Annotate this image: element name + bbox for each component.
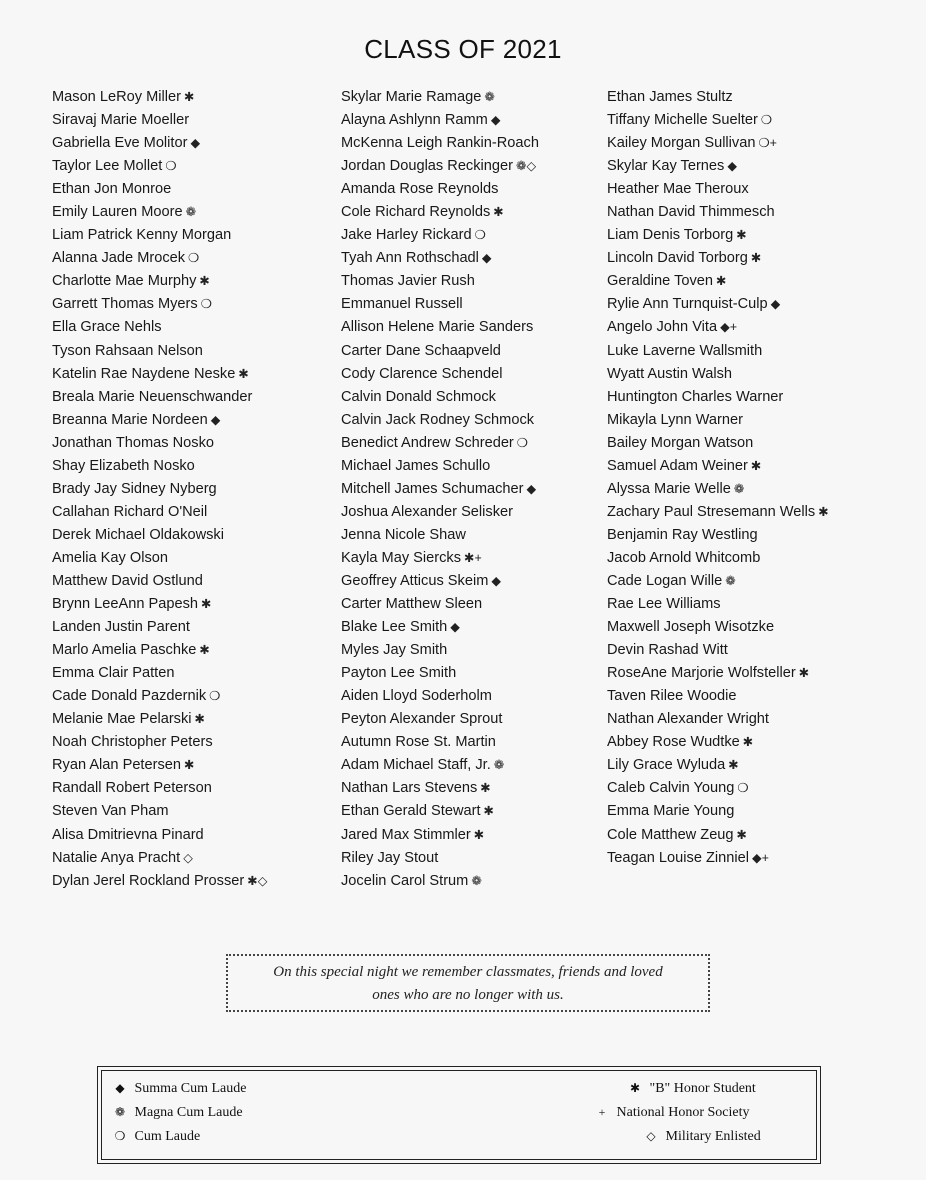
graduate-name-text: Jake Harley Rickard [341,227,472,244]
graduate-name [341,478,603,501]
honor-mark-icon: ❍ [209,689,221,704]
graduate-name-text: Ethan Gerald Stewart [341,803,481,820]
honor-mark-icon: ✱ [199,643,210,658]
legend-item-nhs [591,1105,749,1121]
honor-mark-icon: ❍ [737,781,749,796]
graduate-name-text: Cody Clarence Schendel [341,365,503,382]
graduate-name [607,293,907,316]
graduate-name-text: Payton Lee Smith [341,665,457,682]
legend-item-b-honor [624,1081,756,1097]
graduate-name [52,455,334,478]
graduate-name [52,270,334,293]
graduate-name [52,432,334,455]
graduate-name [607,247,907,270]
graduate-name-text: Rylie Ann Turnquist-Culp [607,296,768,313]
legend-label: Cum Laude [134,1129,201,1144]
graduate-name [52,178,334,201]
honor-mark-icon: ✱ [194,712,205,727]
graduate-name-text: Cade Donald Pazdernik [52,688,207,705]
graduate-name [341,870,603,893]
graduate-name [341,270,603,293]
graduate-name-text: Nathan Lars Stevens [341,780,478,797]
graduate-name [341,155,603,178]
graduate-name [607,800,907,823]
graduate-name-text: Ethan James Stultz [607,89,733,105]
honor-mark-icon: ◆ [770,297,781,312]
honor-mark-icon: ✱ [473,827,485,842]
graduate-name-text: Rae Lee Williams [607,596,721,613]
graduate-name [52,754,334,777]
graduate-name-text: Calvin Jack Rodney Schmock [341,411,535,428]
honor-mark-icon: ❁ [484,90,495,104]
honor-mark-icon: ✱ [798,666,810,681]
graduate-name [341,593,603,616]
graduate-name-text: Aiden Lloyd Soderholm [341,688,492,705]
graduate-name [52,777,334,800]
graduate-name [341,86,603,109]
graduate-name [607,178,907,201]
legend-item-military [640,1129,761,1145]
graduate-name [607,224,907,247]
graduate-name-text: Nathan David Thimmesch [607,204,775,221]
graduate-name [52,685,334,708]
graduate-name-text: Riley Jay Stout [341,849,439,866]
graduate-name [52,824,334,847]
graduate-name-text: Taven Rilee Woodie [607,688,737,705]
honor-mark-icon: ✱ [716,274,727,289]
graduate-name-text: Abbey Rose Wudtke [607,734,740,751]
graduate-name [52,201,334,224]
graduate-name [52,293,334,316]
names-column-1 [52,86,334,893]
graduate-name-text: Mason LeRoy Miller [52,89,181,105]
honor-mark-icon: ◆ [190,136,201,151]
honor-mark-icon: ❁ [733,481,745,496]
graduate-name [52,155,334,178]
graduate-name [341,639,603,662]
honor-mark-icon: ✱ [818,504,829,519]
graduate-name [607,316,907,339]
graduate-name [607,524,907,547]
graduate-name-text: Caleb Calvin Young [607,780,735,797]
graduate-name [607,662,907,685]
graduate-name-text: Tiffany Michelle Suelter [607,112,758,129]
graduate-name-text: Zachary Paul Stresemann Wells [607,503,816,520]
graduate-name-text: Benedict Andrew Schreder [341,434,514,451]
graduate-name-text: Ryan Alan Petersen [52,757,181,774]
graduate-name-text: Blake Lee Smith [341,619,448,636]
graduate-name [52,386,334,409]
honor-mark-icon: ✱ [483,804,495,819]
graduate-name-text: Kayla May Siercks [341,549,462,566]
graduate-name-text: Angelo John Vita [607,319,718,336]
graduate-name-text: Cole Matthew Zeug [607,826,734,843]
honor-mark-icon: ❍ [188,251,200,266]
graduate-name [341,132,603,155]
graduate-name [341,363,603,386]
graduate-name [52,247,334,270]
graduate-name-text: Carter Matthew Sleen [341,596,483,613]
page-title: CLASS OF 2021 [364,34,562,64]
graduate-name-text: Callahan Richard O'Neil [52,503,208,520]
memorial-box [226,954,710,1012]
legend-item-magna [109,1105,243,1121]
honor-mark-icon: ✱+ [464,550,482,565]
graduate-name-text: Amelia Kay Olson [52,549,168,566]
graduate-name [341,685,603,708]
honor-mark-icon: ❍ [760,113,773,128]
graduate-name-text: Alyssa Marie Welle [607,480,731,497]
graduate-name [607,155,907,178]
magna-icon: ❁ [114,1105,126,1119]
legend-label: National Honor Society [616,1105,750,1120]
graduate-name [341,800,603,823]
graduate-name [52,316,334,339]
graduate-name-text: Steven Van Pham [52,803,169,820]
graduate-name [607,501,907,524]
honor-mark-icon: ✱ [742,735,754,750]
graduate-name-text: Geoffrey Atticus Skeim [341,572,489,589]
graduate-name-text: Myles Jay Smith [341,642,448,659]
graduate-name [341,455,603,478]
graduate-name-text: Brady Jay Sidney Nyberg [52,480,217,497]
graduate-name-text: Amanda Rose Reynolds [341,181,499,198]
graduate-name-text: Gabriella Eve Molitor [52,135,188,152]
graduate-name [52,547,334,570]
graduate-name [607,616,907,639]
honor-mark-icon: ◆ [210,412,221,427]
graduate-name-text: Geraldine Toven [607,273,714,290]
graduate-name-text: Katelin Rae Naydene Neske [52,365,236,382]
honor-mark-icon: ✱◇ [247,873,268,888]
legend-inner-border [101,1070,817,1160]
legend-label: Military Enlisted [665,1129,761,1144]
graduate-name-text: Emily Lauren Moore [52,204,183,221]
honor-mark-icon: ❍+ [758,136,777,151]
graduate-name-text: Breanna Marie Nordeen [52,411,208,428]
names-column-3 [607,86,907,870]
graduate-name [607,340,907,363]
graduate-name-text: Devin Rashad Witt [607,642,728,659]
graduate-name [52,132,334,155]
graduate-name-text: Cole Richard Reynolds [341,204,491,221]
names-column-2 [341,86,603,893]
graduate-name [607,685,907,708]
graduate-name-text: Calvin Donald Schmock [341,388,496,405]
honor-mark-icon: ✱ [493,205,504,220]
graduate-name-text: RoseAne Marjorie Wolfsteller [607,665,796,682]
honor-mark-icon: ❁ [185,205,197,220]
graduate-name [607,847,907,870]
memorial-line-2: ones who are no longer with us. [372,987,564,1003]
graduate-name [607,754,907,777]
graduate-name [52,478,334,501]
graduate-name [52,708,334,731]
graduate-name [341,708,603,731]
graduate-name-text: Alisa Dmitrievna Pinard [52,826,204,843]
graduate-name [607,132,907,155]
summa-icon: ◆ [115,1081,125,1095]
graduate-name-text: Melanie Mae Pelarski [52,711,192,728]
honor-mark-icon: ◇ [183,850,193,865]
graduate-name [341,293,603,316]
graduate-name [52,593,334,616]
legend-box [97,1066,821,1164]
graduate-name-text: Cade Logan Wille [607,572,723,589]
graduate-name [52,524,334,547]
graduate-name [52,340,334,363]
honor-mark-icon: ❁ [493,758,505,773]
graduate-name-text: Maxwell Joseph Wisotzke [607,619,775,636]
military-icon: ◇ [646,1129,656,1143]
honor-mark-icon: ✱ [238,366,249,381]
honor-mark-icon: ❍ [200,297,212,312]
graduate-name [341,409,603,432]
honor-mark-icon: ✱ [736,827,748,842]
graduate-name-text: Charlotte Mae Murphy [52,273,197,290]
graduate-name-text: Adam Michael Staff, Jr. [341,757,491,774]
graduate-name [341,547,603,570]
graduate-name-text: Heather Mae Theroux [607,181,749,198]
graduate-name [341,109,603,132]
honor-mark-icon: ◆ [490,113,501,128]
graduate-name [607,824,907,847]
graduate-name-text: Emmanuel Russell [341,296,463,313]
graduate-name-text: Alayna Ashlynn Ramm [341,112,488,129]
honor-mark-icon: ✱ [736,228,747,243]
graduate-name-text: Jonathan Thomas Nosko [52,434,214,451]
graduate-name-text: Jacob Arnold Whitcomb [607,549,761,566]
graduate-name [341,731,603,754]
graduate-name [52,731,334,754]
graduate-name [607,409,907,432]
graduate-name-text: Nathan Alexander Wright [607,711,769,728]
graduate-name [341,247,603,270]
legend-label: Summa Cum Laude [134,1081,247,1096]
graduate-name-text: Lincoln David Torborg [607,250,748,267]
graduate-name [607,570,907,593]
graduate-name [341,777,603,800]
honor-mark-icon: ◆ [727,159,737,174]
graduate-name-text: Peyton Alexander Sprout [341,711,503,728]
graduate-name [341,616,603,639]
graduate-name-text: Jocelin Carol Strum [341,872,469,889]
graduate-name [52,870,334,893]
graduate-name-text: Jared Max Stimmler [341,826,471,843]
graduate-name-text: Michael James Schullo [341,457,491,474]
honor-mark-icon: ✱ [750,458,762,473]
graduate-name [52,501,334,524]
graduate-name-text: Emma Marie Young [607,803,735,820]
graduate-name [52,570,334,593]
legend-item-cum [109,1129,200,1145]
graduate-name-text: Luke Laverne Wallsmith [607,342,763,359]
graduate-name-text: Matthew David Ostlund [52,572,203,589]
graduate-name [341,754,603,777]
graduate-name [607,109,907,132]
graduate-name [341,501,603,524]
honor-mark-icon: ✱ [199,274,210,289]
graduate-name [607,547,907,570]
graduate-name [341,847,603,870]
graduate-name-text: Thomas Javier Rush [341,273,475,290]
graduate-name [341,340,603,363]
graduate-name-text: Bailey Morgan Watson [607,434,754,451]
honor-mark-icon: ◆+ [720,320,738,335]
honor-mark-icon: ◆+ [751,850,769,865]
graduate-name-text: Liam Patrick Kenny Morgan [52,227,232,244]
graduate-name-text: Breala Marie Neuenschwander [52,388,253,405]
graduate-name [52,800,334,823]
graduate-name-text: Jordan Douglas Reckinger [341,158,513,175]
honor-mark-icon: ◆ [481,251,492,266]
graduate-name-text: Tyson Rahsaan Nelson [52,342,203,359]
graduate-name-text: Joshua Alexander Selisker [341,503,513,520]
graduate-name-text: Noah Christopher Peters [52,734,213,751]
graduate-name [52,662,334,685]
graduate-name [607,270,907,293]
honor-mark-icon: ✱ [183,90,195,104]
graduate-name [341,386,603,409]
graduate-name [607,478,907,501]
graduate-name-text: Liam Denis Torborg [607,227,734,244]
graduate-name [607,708,907,731]
graduate-name-text: Mitchell James Schumacher [341,480,524,497]
graduate-name-text: Carter Dane Schaapveld [341,342,501,359]
graduate-name [341,570,603,593]
graduate-name [607,731,907,754]
honor-mark-icon: ◆ [450,620,460,635]
graduate-name [52,616,334,639]
graduate-name [341,524,603,547]
graduate-name-text: Tyah Ann Rothschadl [341,250,479,267]
honor-mark-icon: ✱ [728,758,739,773]
graduate-name [52,86,334,109]
graduate-name-text: Skylar Kay Ternes [607,158,725,175]
graduate-name-text: Brynn LeeAnn Papesh [52,596,199,613]
graduate-name-text: Mikayla Lynn Warner [607,411,743,428]
memorial-line-1: On this special night we remember classmates, friends and loved [273,964,663,980]
graduate-name [341,316,603,339]
honor-mark-icon: ❍ [516,435,529,450]
graduate-name [607,432,907,455]
graduate-name [341,178,603,201]
graduate-name-text: Samuel Adam Weiner [607,457,748,474]
honor-mark-icon: ❍ [165,159,177,174]
graduate-name [52,639,334,662]
legend-label: Magna Cum Laude [134,1105,243,1120]
honor-mark-icon: ✱ [201,597,212,612]
graduate-name-text: Derek Michael Oldakowski [52,526,224,543]
graduate-name [52,363,334,386]
graduate-name [607,386,907,409]
graduate-name-text: Teagan Louise Zinniel [607,849,749,866]
graduate-name-text: Alanna Jade Mrocek [52,250,186,267]
graduate-name-text: Autumn Rose St. Martin [341,734,496,751]
graduate-name [341,201,603,224]
legend-label: "B" Honor Student [649,1081,756,1096]
graduate-name [52,109,334,132]
graduate-name-text: Ella Grace Nehls [52,319,162,336]
graduate-name [607,639,907,662]
graduate-name [341,824,603,847]
graduate-name [52,224,334,247]
graduate-name [607,777,907,800]
honor-mark-icon: ❁ [725,573,736,588]
graduate-name [341,432,603,455]
graduate-name-text: Shay Elizabeth Nosko [52,457,195,474]
graduate-name-text: Ethan Jon Monroe [52,181,172,198]
graduate-name-text: Dylan Jerel Rockland Prosser [52,872,245,889]
graduate-name-text: Landen Justin Parent [52,619,190,636]
graduate-name [607,86,907,109]
graduate-name-text: Garrett Thomas Myers [52,296,198,313]
honor-mark-icon: ❁ [471,873,482,888]
graduate-name [52,409,334,432]
graduate-name-text: Emma Clair Patten [52,665,175,682]
graduate-name-text: Allison Helene Marie Sanders [341,319,534,336]
honor-mark-icon: ❍ [474,228,486,243]
graduate-name [52,847,334,870]
honor-mark-icon: ◆ [526,481,537,496]
graduate-name [607,363,907,386]
honor-mark-icon: ❁◇ [515,159,537,174]
graduate-name-text: Kailey Morgan Sullivan [607,135,756,152]
graduate-name [607,455,907,478]
graduate-name-text: Wyatt Austin Walsh [607,365,733,382]
nhs-icon: + [598,1105,606,1119]
graduate-name-text: Skylar Marie Ramage [341,89,482,105]
graduate-name [341,224,603,247]
graduate-name-text: Randall Robert Peterson [52,780,212,797]
graduate-name-text: Natalie Anya Pracht [52,849,181,866]
honor-mark-icon: ✱ [184,758,195,773]
honor-mark-icon: ◆ [491,573,501,588]
graduate-name-text: Benjamin Ray Westling [607,526,758,543]
graduate-name-text: McKenna Leigh Rankin-Roach [341,135,539,152]
graduate-name-text: Huntington Charles Warner [607,388,784,405]
honor-mark-icon: ✱ [750,251,762,266]
graduate-name-text: Jenna Nicole Shaw [341,526,466,543]
b-honor-icon: ✱ [629,1081,641,1095]
legend-item-summa [109,1081,247,1097]
honor-mark-icon: ✱ [480,781,491,796]
graduate-name [607,593,907,616]
cum-laude-icon: ❍ [114,1129,126,1143]
graduate-name [341,662,603,685]
graduate-name-text: Taylor Lee Mollet [52,158,163,175]
graduate-name-text: Lily Grace Wyluda [607,757,726,774]
graduate-name-text: Siravaj Marie Moeller [52,112,190,129]
graduate-name-text: Marlo Amelia Paschke [52,642,197,659]
graduate-name [607,201,907,224]
